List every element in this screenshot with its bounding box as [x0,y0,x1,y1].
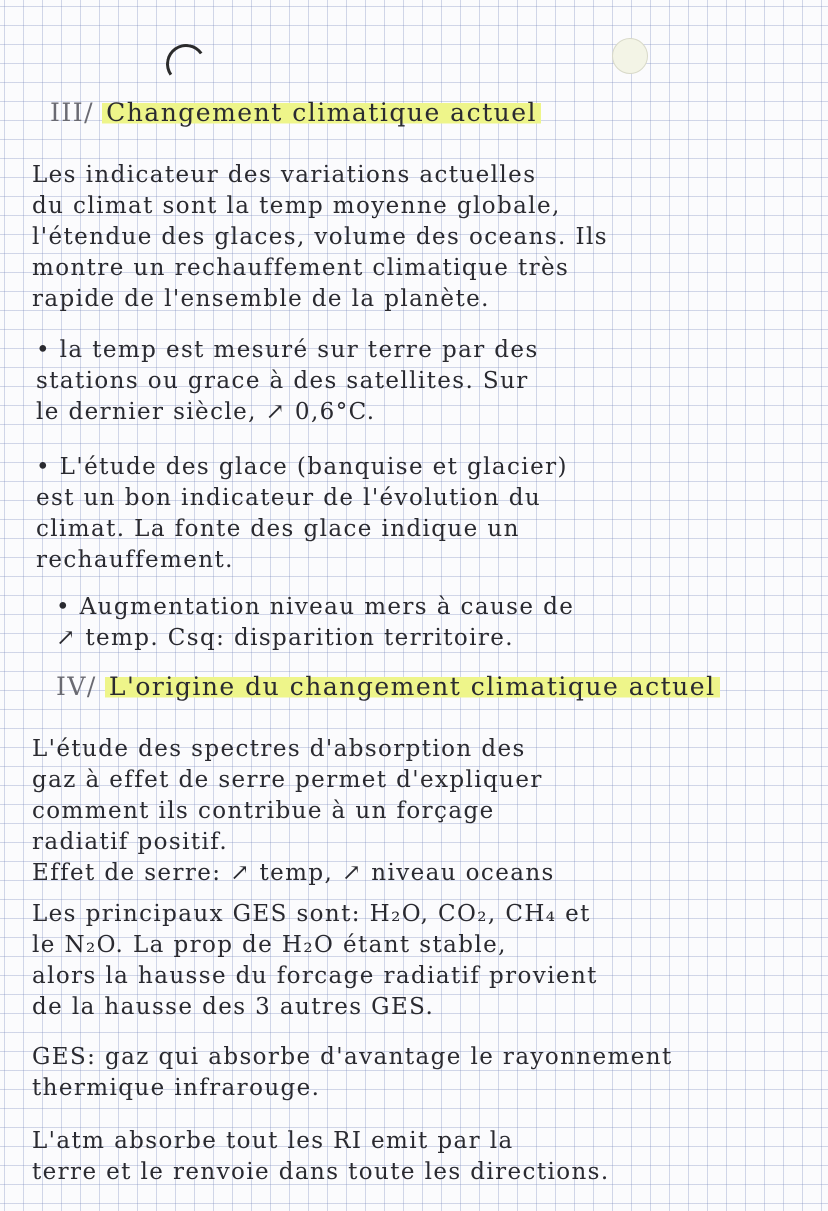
text-line: radiatif positif. [32,829,229,855]
section-3-number: III/ [50,98,95,127]
text-line: le dernier siècle, ↗ 0,6°C. [36,399,376,425]
bullet-glaces [36,452,822,576]
text-line: rechauffement. [36,547,234,573]
text-line: terre et le renvoie dans toute les directions. [32,1159,610,1185]
text-line: le N₂O. La prop de H₂O étant stable, [32,932,507,958]
text-line: L'atm absorbe tout les RI emit par la [32,1128,514,1154]
section-4-heading [56,672,720,701]
text-line: stations ou grace à des satellites. Sur [36,368,529,394]
atm-paragraph [32,1126,818,1188]
text-line: Les principaux GES sont: H₂O, CO₂, CH₄ et [32,901,591,927]
intro-paragraph [32,160,818,315]
spectres-paragraph [32,734,818,889]
text-line: • la temp est mesuré sur terre par des [36,337,539,363]
text-line: du climat sont la temp moyenne globale, [32,193,561,219]
section-3-heading [50,98,541,127]
text-line: montre un rechauffement climatique très [32,255,570,281]
text-line: thermique infrarouge. [32,1075,321,1101]
text-line: gaz à effet de serre permet d'expliquer [32,767,543,793]
text-line: • Augmentation niveau mers à cause de [56,594,575,620]
text-line: comment ils contribue à un forçage [32,798,495,824]
text-line: de la hausse des 3 autres GES. [32,994,435,1020]
text-line: climat. La fonte des glace indique un [36,516,520,542]
binder-hole-left [163,41,209,87]
section-3-title: Changement climatique actuel [102,98,541,127]
bullet-temperature [36,335,822,428]
text-line: alors la hausse du forcage radiatif provient [32,963,598,989]
text-line: ↗ temp. Csq: disparition territoire. [56,625,514,651]
text-line: Les indicateur des variations actuelles [32,162,537,188]
text-line: Effet de serre: ↗ temp, ↗ niveau oceans [32,860,555,886]
bullet-niveau-mers [56,592,828,654]
text-line: L'étude des spectres d'absorption des [32,736,526,762]
binder-hole-right [612,38,648,74]
text-line: est un bon indicateur de l'évolution du [36,485,542,511]
section-4-number: IV/ [56,672,97,701]
ges-definition-paragraph [32,1042,818,1104]
text-line: GES: gaz qui absorbe d'avantage le rayonnement [32,1044,673,1070]
text-line: rapide de l'ensemble de la planète. [32,286,490,312]
section-4-title: L'origine du changement climatique actuel [105,672,720,701]
ges-principaux-paragraph [32,899,818,1023]
text-line: • L'étude des glace (banquise et glacier) [36,454,568,480]
text-line: l'étendue des glaces, volume des oceans. Ils [32,224,608,250]
